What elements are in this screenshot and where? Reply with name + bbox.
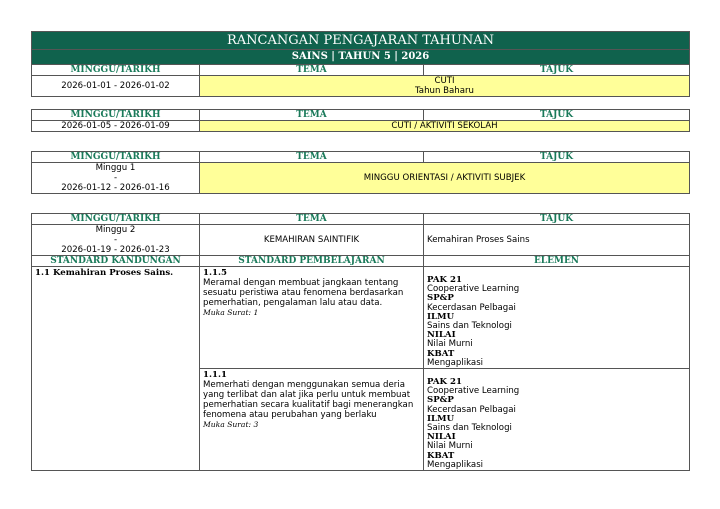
week-cell: [32, 163, 200, 194]
week-dash: -: [113, 235, 118, 245]
col-minggu: MINGGU/TARIKH: [32, 110, 200, 121]
col-sp: STANDARD PEMBELAJARAN: [200, 256, 424, 267]
elemen-heading: SP&P: [427, 293, 454, 304]
week-dash: -: [113, 173, 118, 183]
elemen-heading: NILAI: [427, 330, 456, 341]
col-tema: TEMA: [200, 152, 424, 163]
week-number: Minggu 1: [95, 163, 136, 173]
elemen-heading: NILAI: [427, 432, 456, 443]
elemen-value: Kecerdasan Pelbagai: [427, 404, 516, 415]
sp-desc: Meramal dengan membuat jangkaan tentang sesuatu peristiwa atau fenomena berdasarkan pemerhatian, pengalaman lalu atau data.: [203, 278, 404, 308]
elemen-heading: PAK 21: [427, 377, 462, 388]
week-tema: KEMAHIRAN SAINTIFIK: [200, 225, 424, 256]
week-number: Minggu 2: [95, 225, 136, 235]
activity-line-1: CUTI: [434, 76, 455, 86]
elemen-heading: ILMU: [427, 413, 455, 424]
col-tema: TEMA: [200, 65, 424, 76]
col-tajuk: TAJUK: [424, 152, 690, 163]
col-minggu: MINGGU/TARIKH: [32, 214, 200, 225]
week-cell: [32, 225, 200, 256]
elemen-heading: PAK 21: [427, 275, 462, 285]
week-activity: MINGGU ORIENTASI / AKTIVITI SUBJEK: [200, 163, 690, 194]
col-tema: TEMA: [200, 214, 424, 225]
elemen-value: Sains dan Teknologi: [427, 423, 512, 434]
week-date: 2026-01-05 - 2026-01-09: [32, 121, 200, 132]
week-date: 2026-01-12 - 2026-01-16: [61, 183, 170, 193]
page-title: RANCANGAN PENGAJARAN TAHUNAN: [32, 32, 690, 50]
sp-desc: Memerhati dengan menggunakan semua deria yang terlibat dan alat jika perlu untuk membuat pemerhatian secara kualitatif bagi menerangkan fenomena atau perubahan yang berlaku: [203, 380, 414, 421]
activity-line-2: Tahun Baharu: [414, 86, 475, 96]
col-tema: TEMA: [200, 110, 424, 121]
sp-item: [200, 267, 424, 369]
week-activity: [200, 76, 690, 97]
elemen-heading: KBAT: [427, 348, 455, 359]
elemen-value: Cooperative Learning: [427, 386, 520, 397]
col-tajuk: TAJUK: [424, 65, 690, 76]
elemen-list: [424, 369, 690, 471]
col-sk: STANDARD KANDUNGAN: [32, 256, 200, 267]
col-elemen: ELEMEN: [424, 256, 690, 267]
col-minggu: MINGGU/TARIKH: [32, 65, 200, 76]
elemen-heading: KBAT: [427, 450, 455, 461]
week-date: 2026-01-19 - 2026-01-23: [61, 245, 170, 255]
week-date: 2026-01-01 - 2026-01-02: [32, 76, 200, 97]
elemen-value: Nilai Murni: [427, 441, 473, 452]
sp-code: 1.1.1: [203, 370, 227, 381]
sp-page: Muka Surat: 3: [203, 420, 259, 430]
sp-code: 1.1.5: [203, 268, 227, 278]
week-table-4: [31, 213, 690, 471]
elemen-value: Mengaplikasi: [427, 459, 484, 470]
elemen-value: Nilai Murni: [427, 339, 473, 350]
elemen-heading: ILMU: [427, 311, 455, 322]
elemen-list: [424, 267, 690, 369]
week-table-1: [31, 31, 690, 97]
week-table-3: [31, 151, 690, 194]
elemen-value: Mengaplikasi: [427, 357, 484, 368]
week-activity: CUTI / AKTIVITI SEKOLAH: [200, 121, 690, 132]
week-tajuk: Kemahiran Proses Sains: [424, 225, 690, 256]
col-minggu: MINGGU/TARIKH: [32, 152, 200, 163]
col-tajuk: TAJUK: [424, 110, 690, 121]
week-table-2: [31, 109, 690, 132]
col-tajuk: TAJUK: [424, 214, 690, 225]
elemen-value: Kecerdasan Pelbagai: [427, 302, 516, 313]
sp-page: Muka Surat: 1: [203, 308, 259, 317]
page-subtitle: SAINS | TAHUN 5 | 2026: [32, 50, 690, 65]
standard-kandungan: 1.1 Kemahiran Proses Sains.: [32, 267, 200, 471]
elemen-heading: SP&P: [427, 395, 454, 406]
elemen-value: Cooperative Learning: [427, 284, 520, 295]
elemen-value: Sains dan Teknologi: [427, 321, 512, 332]
sp-item: [200, 369, 424, 471]
